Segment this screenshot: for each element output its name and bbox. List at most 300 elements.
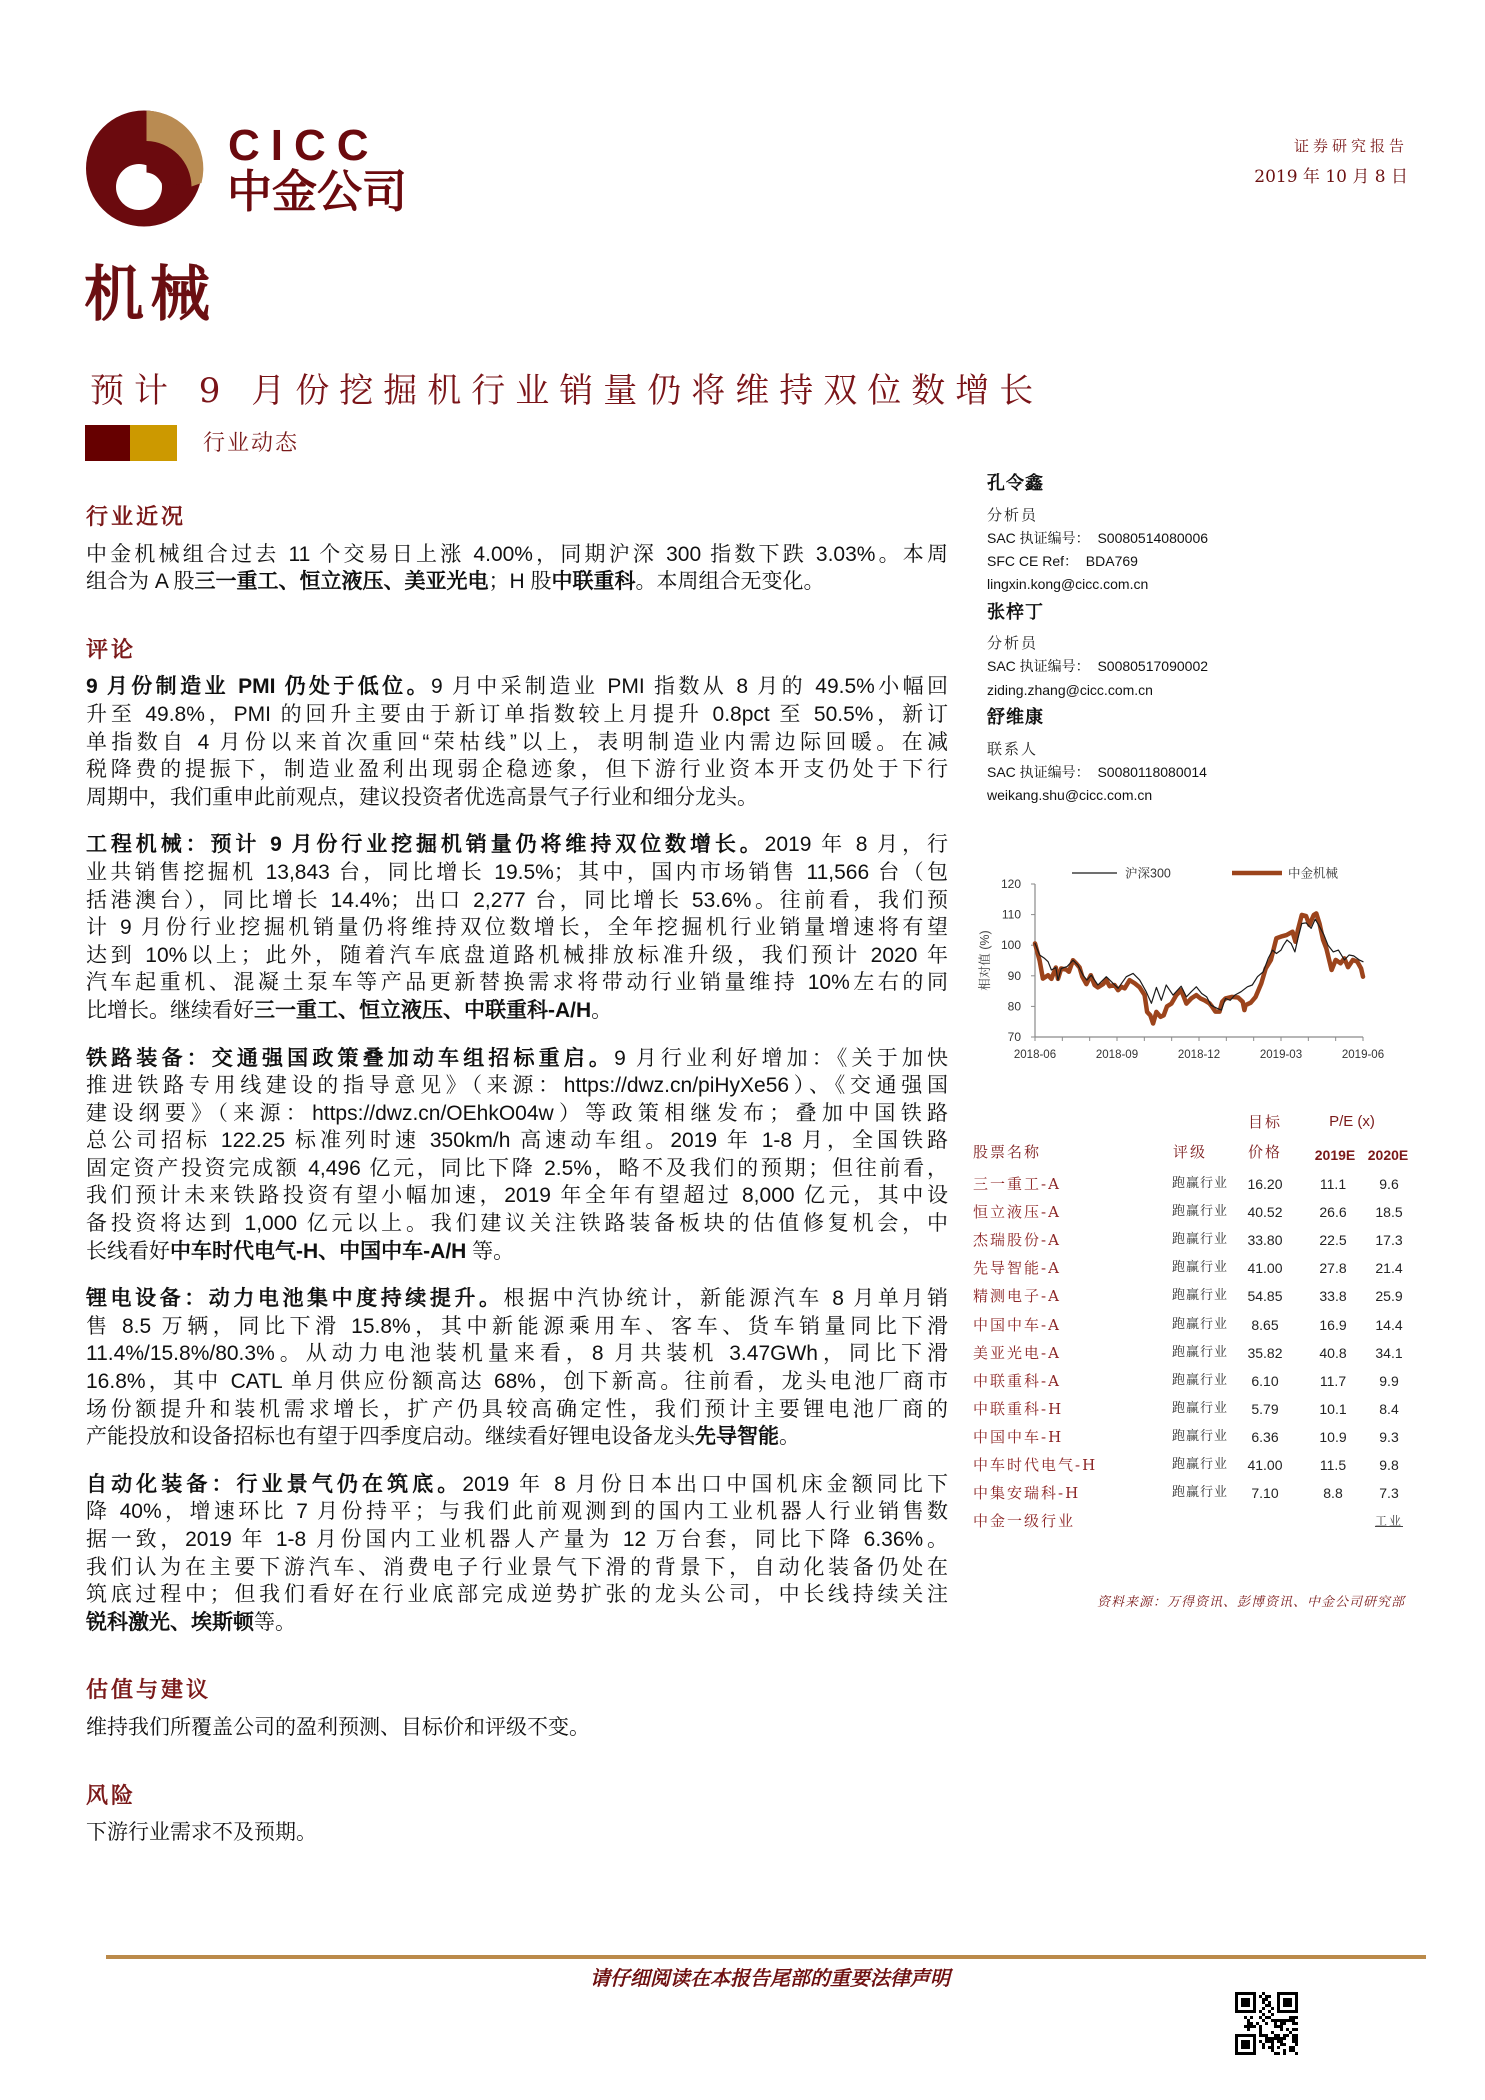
text-run: 9 月行业利好增加：《关于加快: [614, 1046, 948, 1070]
legend-label: 中金机械: [1288, 866, 1339, 881]
stock-name: 美亚光电-A: [973, 1343, 1061, 1362]
text-line: [86, 997, 948, 1025]
qr-module: [1289, 1998, 1292, 2001]
text-line: [86, 1471, 948, 1499]
stock-rating: 跑赢行业: [1172, 1288, 1229, 1304]
qr-module: [1265, 2004, 1268, 2007]
table-row: [960, 1282, 1420, 1310]
pe-2019e: 11.1: [1319, 1176, 1347, 1192]
qr-module: [1250, 2010, 1253, 2013]
analyst-email: ziding.zhang@cicc.com.cn: [987, 681, 1153, 698]
pe-2019e: 40.8: [1319, 1344, 1347, 1361]
analyst-name: 舒维康: [987, 707, 1044, 729]
bold-text-run: 中联重科: [551, 570, 636, 594]
qr-module: [1277, 2040, 1280, 2043]
tag-block-gold: [130, 425, 177, 461]
target-price: 6.36: [1251, 1428, 1279, 1445]
stock-name: 恒立液压-A: [973, 1203, 1061, 1222]
qr-module: [1274, 2052, 1277, 2055]
qr-module: [1253, 2052, 1256, 2055]
qr-module: [1280, 2043, 1283, 2046]
qr-module: [1235, 1995, 1238, 1998]
qr-module: [1274, 2034, 1277, 2037]
industry-value: 工业: [1374, 1514, 1403, 1529]
target-price: 35.82: [1247, 1344, 1283, 1361]
qr-module: [1238, 1992, 1241, 1995]
analyst-card: [987, 472, 1407, 597]
text-run: 达到 10%以上；此外，随着汽车底盘道路机械排放标准升级，我们预计 2020 年: [86, 943, 948, 967]
bold-text-run: 自动化装备：行业景气仍在筑底。: [86, 1472, 463, 1496]
qr-module: [1241, 2043, 1244, 2046]
text-run: 备投资将达到 1,000 亿元以上。我们建议关注铁路装备板块的估值修复机会，中: [86, 1212, 948, 1236]
text-run: 业共销售挖掘机 13,843 台，同比增长 19.5%；其中，国内市场销售 11,566 台（包: [86, 860, 948, 884]
qr-module: [1250, 2025, 1253, 2028]
qr-module: [1241, 1992, 1244, 1995]
text-run: 降 40%，增速环比 7 月份持平；与我们此前观测到的国内工业机器人行业销售数: [86, 1500, 948, 1524]
qr-module: [1259, 2034, 1262, 2037]
qr-module: [1244, 2052, 1247, 2055]
text-run: 2019 年 8 月份日本出口中国机床金额同比下: [462, 1472, 948, 1496]
qr-module: [1289, 2010, 1292, 2013]
qr-module: [1244, 2001, 1247, 2004]
industry-label: 中金一级行业: [973, 1512, 1076, 1531]
qr-module: [1283, 2052, 1286, 2055]
table-row: [960, 1451, 1420, 1479]
qr-module: [1268, 2037, 1271, 2040]
qr-module: [1265, 1995, 1268, 1998]
qr-module: [1286, 1992, 1289, 1995]
x-tick-label: 2019-03: [1259, 1049, 1303, 1061]
qr-module: [1265, 2037, 1268, 2040]
pe-2019e: 10.1: [1319, 1400, 1347, 1417]
qr-module: [1262, 2007, 1265, 2010]
y-tick-label: 70: [1007, 1030, 1021, 1044]
stock-rating: 跑赢行业: [1172, 1176, 1229, 1191]
text-line: [86, 1498, 948, 1526]
qr-module: [1289, 2004, 1292, 2007]
qr-module: [1277, 2034, 1280, 2037]
qr-module: [1244, 2004, 1247, 2007]
legend-label: 沪深300: [1125, 866, 1171, 881]
legal-disclaimer-notice: 请仔细阅读在本报告尾部的重要法律声明: [590, 1966, 950, 1990]
qr-module: [1277, 1998, 1280, 2001]
qr-module: [1247, 2040, 1250, 2043]
qr-module: [1235, 2007, 1238, 2010]
qr-module: [1292, 2016, 1295, 2019]
qr-module: [1295, 2037, 1298, 2040]
line-chart: [960, 850, 1410, 1080]
table-row: [960, 1198, 1420, 1226]
qr-module: [1292, 2010, 1295, 2013]
bold-text-run: 三一重工、恒立液压、中联重科-A/H: [254, 998, 592, 1022]
table-row: [960, 1339, 1420, 1367]
qr-module: [1280, 1992, 1283, 1995]
paragraph-lithium-equipment: [86, 1285, 948, 1451]
qr-module: [1292, 2019, 1295, 2022]
qr-module: [1262, 2046, 1265, 2049]
text-line: [86, 1581, 948, 1609]
text-run: 16.8%，其中 CATL 单月供应份额高达 68%，创下新高。往前看，龙头电池厂商市: [86, 1370, 948, 1394]
text-run: 维持我们所覆盖公司的盈利预测、目标价和评级不变。: [86, 1715, 590, 1739]
qr-module: [1271, 2031, 1274, 2034]
qr-module: [1283, 2034, 1286, 2037]
qr-module: [1244, 2043, 1247, 2046]
analyst-sac-id: SAC 执证编号： S0080118080014: [987, 763, 1207, 780]
qr-module: [1253, 2049, 1256, 2052]
qr-module: [1244, 2010, 1247, 2013]
qr-module: [1235, 2043, 1238, 2046]
qr-module: [1286, 2034, 1289, 2037]
qr-module: [1295, 2043, 1298, 2046]
report-headline: 预计 9 月份挖掘机行业销量仍将维持双位数增长: [90, 371, 1044, 411]
text-run: 筑底过程中；但我们看好在行业底部完成逆势扩张的龙头公司，中长线持续关注: [86, 1583, 948, 1607]
qr-module: [1265, 2016, 1268, 2019]
qr-module: [1259, 2028, 1262, 2031]
analyst-name: 孔令鑫: [987, 473, 1044, 494]
text-line: [86, 887, 948, 915]
qr-module: [1262, 2043, 1265, 2046]
qr-module: [1247, 1998, 1250, 2001]
qr-module: [1235, 2001, 1238, 2004]
text-run: 比增长。继续看好: [86, 998, 254, 1022]
text-run: 计 9 月份行业挖掘机销量仍将维持双位数增长，全年挖掘机行业销量增速将有望: [86, 916, 948, 940]
text-line: [86, 942, 948, 970]
section-heading: 风险: [86, 1782, 137, 1809]
footer-divider: [106, 1955, 1426, 1959]
qr-module: [1271, 2040, 1274, 2043]
x-tick-label: 2019-06: [1341, 1049, 1385, 1061]
pe-2020e: 17.3: [1375, 1232, 1403, 1249]
text-line: [86, 859, 948, 887]
qr-module: [1268, 2016, 1271, 2019]
qr-module: [1247, 2052, 1250, 2055]
analyst-card: [987, 601, 1407, 702]
paragraph-railway-equipment: [86, 1045, 948, 1266]
qr-module: [1241, 2001, 1244, 2004]
relative-performance-chart: [960, 850, 1410, 1080]
text-line: [86, 541, 948, 569]
qr-module: [1253, 2010, 1256, 2013]
stock-rating: 跑赢行业: [1172, 1457, 1229, 1472]
qr-module: [1286, 2001, 1289, 2004]
table-row: [960, 1311, 1420, 1339]
qr-module: [1283, 2037, 1286, 2040]
pe-2020e: 14.4: [1375, 1316, 1403, 1333]
text-line: [86, 729, 948, 757]
qr-module: [1271, 2049, 1274, 2052]
qr-module: [1280, 2025, 1283, 2028]
table-row: [960, 1226, 1420, 1254]
qr-module: [1235, 2034, 1238, 2037]
qr-module: [1247, 2025, 1250, 2028]
text-run: 2019 年 8 月，行: [764, 833, 948, 857]
qr-module: [1289, 2001, 1292, 2004]
stock-name: 三一重工-A: [973, 1175, 1061, 1193]
text-run: 总公司招标 122.25 标准列时速 350km/h 高速动车组。2019 年 1-8 月，全国铁路: [86, 1129, 948, 1153]
qr-module: [1265, 2040, 1268, 2043]
header-pe-group: P/E (x): [1329, 1113, 1375, 1130]
qr-module: [1241, 2010, 1244, 2013]
qr-module: [1292, 2028, 1295, 2031]
qr-module: [1268, 2010, 1271, 2013]
table-row: [960, 1479, 1420, 1507]
qr-module: [1268, 1995, 1271, 1998]
logo-text-en: CICC: [228, 121, 380, 170]
qr-module: [1262, 2001, 1265, 2004]
qr-module: [1247, 2019, 1250, 2022]
qr-module: [1235, 2046, 1238, 2049]
text-line: [86, 1526, 948, 1554]
text-run: 税降费的提振下，制造业盈利出现弱企稳迹象，但下游行业资本开支仍处于下行: [86, 758, 948, 782]
y-tick-label: 90: [1007, 968, 1021, 983]
qr-module: [1247, 1992, 1250, 1995]
text-line: [86, 1182, 948, 1210]
qr-module: [1247, 2043, 1250, 2046]
text-line: [86, 1340, 948, 1368]
paragraph-automation-equipment: [86, 1471, 948, 1637]
qr-module: [1271, 2007, 1274, 2010]
qr-module: [1277, 2001, 1280, 2004]
pe-2020e: 7.3: [1379, 1485, 1399, 1502]
qr-module: [1253, 2046, 1256, 2049]
target-price: 40.52: [1247, 1204, 1283, 1221]
qr-module: [1289, 2046, 1292, 2049]
qr-module: [1247, 2034, 1250, 2037]
text-line: [86, 1045, 948, 1073]
qr-module: [1244, 1998, 1247, 2001]
stock-name: 中集安瑞科-H: [973, 1484, 1081, 1503]
qr-module: [1265, 1998, 1268, 2001]
paragraph-pmi: [86, 673, 948, 811]
report-type-label: 证券研究报告: [1293, 137, 1408, 155]
qr-module: [1295, 2010, 1298, 2013]
qr-module: [1250, 2016, 1253, 2019]
text-line: [86, 756, 948, 784]
tag-block-red: [85, 425, 130, 461]
text-line: [86, 1238, 948, 1266]
pe-2019e: 26.6: [1319, 1204, 1347, 1221]
text-line: [86, 673, 948, 701]
section-heading: 估值与建议: [86, 1677, 212, 1704]
header-pe-2020e: 2020E: [1367, 1147, 1409, 1163]
analyst-sac-id: SAC 执证编号： S0080514080006: [987, 529, 1209, 546]
qr-module: [1259, 2040, 1262, 2043]
qr-module: [1244, 2016, 1247, 2019]
qr-module: [1265, 2034, 1268, 2037]
qr-module: [1289, 1992, 1292, 1995]
x-tick-label: 2018-09: [1095, 1049, 1139, 1061]
qr-module: [1292, 2049, 1295, 2052]
qr-module: [1283, 2049, 1286, 2052]
qr-module: [1244, 1992, 1247, 1995]
qr-module: [1277, 2004, 1280, 2007]
section-heading: 行业近况: [86, 504, 187, 530]
target-price: 41.00: [1247, 1260, 1283, 1277]
paragraph: [86, 1714, 948, 1742]
bold-text-run: 工程机械：预计 9 月份行业挖掘机销量仍将维持双位数增长。: [86, 833, 765, 857]
target-price: 5.79: [1251, 1400, 1279, 1417]
qr-module: [1277, 2037, 1280, 2040]
qr-module: [1235, 2010, 1238, 2013]
text-run: 根据中汽协统计，新能源汽车 8 月单月销: [503, 1287, 948, 1311]
qr-module: [1295, 2052, 1298, 2055]
qr-module: [1250, 2034, 1253, 2037]
analyst-sac-id: SAC 执证编号： S0080517090002: [987, 658, 1209, 675]
text-run: 汽车起重机、混凝土泵车等产品更新替换需求将带动行业销量维持 10%左右的同: [86, 971, 948, 995]
qr-module: [1235, 2052, 1238, 2055]
qr-module: [1274, 2025, 1277, 2028]
header-price: 价格: [1247, 1143, 1282, 1161]
stock-name: 中车时代电气-H: [973, 1456, 1098, 1474]
pe-2019e: 11.5: [1319, 1457, 1347, 1473]
qr-code: [1235, 1992, 1298, 2055]
qr-module: [1241, 2052, 1244, 2055]
qr-module: [1247, 2010, 1250, 2013]
pe-2019e: 16.9: [1319, 1316, 1347, 1333]
qr-module: [1283, 2004, 1286, 2007]
text-line: [86, 831, 948, 859]
y-tick-label: 80: [1007, 999, 1021, 1014]
pe-2019e: 10.9: [1319, 1428, 1347, 1445]
qr-module: [1244, 2034, 1247, 2037]
qr-module: [1277, 1995, 1280, 1998]
qr-module: [1253, 2004, 1256, 2007]
qr-module: [1241, 1998, 1244, 2001]
stock-name: 中联重科-H: [973, 1399, 1064, 1418]
qr-module: [1250, 1992, 1253, 1995]
report-date: 2019 年 10 月 8 日: [1254, 167, 1408, 187]
qr-module: [1235, 2049, 1238, 2052]
target-price: 33.80: [1247, 1232, 1283, 1249]
qr-module: [1259, 2016, 1262, 2019]
analyst-email: lingxin.kong@cicc.com.cn: [987, 576, 1149, 593]
qr-module: [1235, 2037, 1238, 2040]
qr-module: [1286, 2004, 1289, 2007]
qr-module: [1238, 2034, 1241, 2037]
qr-module: [1295, 2028, 1298, 2031]
text-line: [86, 1072, 948, 1100]
sector-title: 机械: [84, 260, 216, 330]
table-row: [960, 1395, 1420, 1423]
qr-code-icon: [1235, 1992, 1298, 2055]
paragraph-construction-machinery: [86, 831, 948, 1024]
text-line: [86, 1396, 948, 1424]
qr-module: [1286, 2019, 1289, 2022]
qr-module: [1277, 2010, 1280, 2013]
stock-rating: 跑赢行业: [1172, 1232, 1229, 1248]
bold-text-run: 9 月份制造业 PMI 仍处于低位。: [86, 675, 431, 699]
qr-module: [1238, 2052, 1241, 2055]
pe-2020e: 9.8: [1379, 1457, 1399, 1473]
qr-module: [1295, 1998, 1298, 2001]
qr-module: [1262, 2034, 1265, 2037]
analyst-email: weikang.shu@cicc.com.cn: [987, 787, 1153, 804]
text-line: [86, 1100, 948, 1128]
qr-module: [1268, 2046, 1271, 2049]
bold-text-run: 铁路装备：交通强国政策叠加动车组招标重启。: [86, 1046, 615, 1070]
stock-name: 杰瑞股份-A: [973, 1231, 1061, 1250]
text-run: 售 8.5 万辆，同比下滑 15.8%，其中新能源乘用车、客车、货车销量同比下滑: [86, 1314, 948, 1338]
section-risks: [86, 1783, 948, 1847]
pe-2020e: 18.5: [1375, 1204, 1403, 1221]
logo-text-cn: 中金公司: [227, 166, 408, 217]
stock-rating: 跑赢行业: [1172, 1316, 1229, 1332]
qr-module: [1250, 2022, 1253, 2025]
stock-name: 中国中车-A: [973, 1315, 1061, 1334]
qr-module: [1238, 2010, 1241, 2013]
qr-module: [1247, 2022, 1250, 2025]
qr-module: [1280, 2028, 1283, 2031]
valuation-table: [960, 1100, 1420, 1540]
qr-module: [1292, 2040, 1295, 2043]
qr-module: [1295, 2034, 1298, 2037]
qr-module: [1253, 2043, 1256, 2046]
qr-module: [1295, 2022, 1298, 2025]
pe-2020e: 9.9: [1379, 1372, 1399, 1389]
qr-module: [1286, 2010, 1289, 2013]
qr-module: [1247, 2046, 1250, 2049]
qr-module: [1277, 2046, 1280, 2049]
cicc-logo-mark-icon: [85, 110, 205, 228]
text-run: 我们预计未来铁路投资有望小幅加速，2019 年全年有望超过 8,000 亿元，其中设: [86, 1184, 948, 1208]
qr-module: [1274, 2019, 1277, 2022]
qr-module: [1289, 2016, 1292, 2019]
qr-module: [1280, 2037, 1283, 2040]
qr-module: [1253, 2040, 1256, 2043]
section-valuation: [86, 1677, 948, 1741]
text-line: [86, 1285, 948, 1313]
bold-text-run: 先导智能: [695, 1425, 779, 1449]
report-category-tag: 行业动态: [203, 431, 300, 456]
qr-module: [1295, 1992, 1298, 1995]
pe-2020e: 34.1: [1375, 1344, 1403, 1361]
qr-module: [1253, 1995, 1256, 1998]
qr-module: [1271, 2019, 1274, 2022]
stock-rating: 跑赢行业: [1172, 1204, 1229, 1220]
bold-text-run: 中车时代电气-H、中国中车-A/H: [170, 1239, 467, 1263]
table-row: [960, 1423, 1420, 1451]
text-run: 9 月中采制造业 PMI 指数从 8 月的 49.5%小幅回: [430, 675, 948, 699]
target-price: 6.10: [1251, 1372, 1279, 1389]
qr-module: [1253, 2025, 1256, 2028]
qr-module: [1241, 2034, 1244, 2037]
section-heading: 评论: [86, 636, 137, 663]
qr-module: [1295, 1995, 1298, 1998]
target-price: 54.85: [1247, 1288, 1283, 1305]
header-pe-2019e: 2019E: [1314, 1147, 1356, 1163]
industry-row: [960, 1507, 1420, 1535]
qr-module: [1265, 2022, 1268, 2025]
text-run: 长线看好: [86, 1239, 170, 1263]
text-line: [86, 1368, 948, 1396]
qr-module: [1244, 2040, 1247, 2043]
y-tick-label: 100: [1000, 938, 1021, 953]
qr-module: [1283, 2010, 1286, 2013]
text-run: 括港澳台），同比增长 14.4%；出口 2,277 台，同比增长 53.6%。往前看，我们预: [86, 888, 948, 912]
qr-module: [1280, 2010, 1283, 2013]
qr-module: [1262, 2013, 1265, 2016]
qr-module: [1289, 2019, 1292, 2022]
text-line: [86, 1609, 948, 1637]
text-run: 。: [779, 1425, 800, 1449]
stock-name: 中联重科-A: [973, 1371, 1061, 1390]
qr-module: [1247, 2028, 1250, 2031]
stock-rating: 跑赢行业: [1172, 1260, 1229, 1276]
series-line: [1035, 913, 1363, 1023]
text-run: 场份额提升和装机需求增长，扩产仍具较高确定性，我们预计主要锂电池厂商的: [86, 1397, 948, 1421]
pe-2019e: 33.8: [1319, 1288, 1347, 1305]
text-line: [86, 568, 948, 596]
